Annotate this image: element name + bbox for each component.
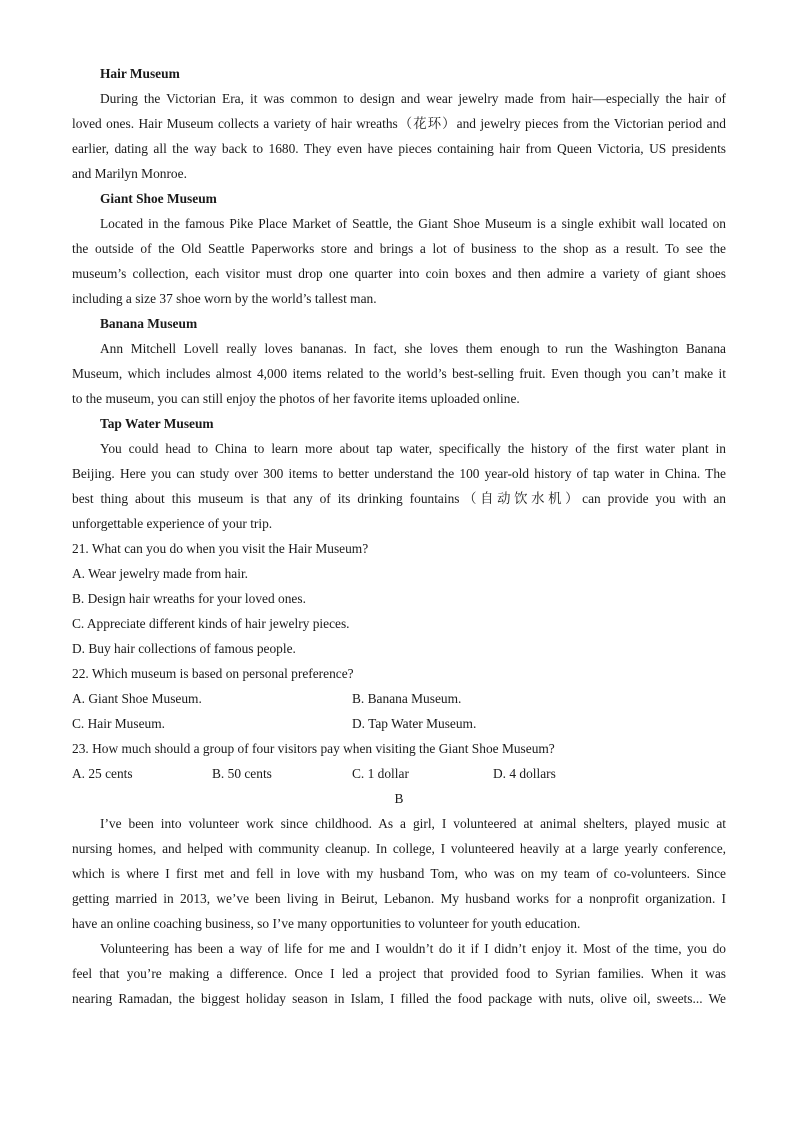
answer-option[interactable]: C. 1 dollar (352, 766, 409, 781)
paragraph-line: nursing homes, and helped with community cleanup. In college, I volunteered heavily at a large yearly conference, (72, 841, 726, 856)
section-heading: Tap Water Museum (100, 416, 214, 431)
answer-row (72, 686, 726, 711)
answer-option[interactable]: C. Appreciate different kinds of hair jewelry pieces. (72, 616, 350, 631)
paragraph-line: unforgettable experience of your trip. (72, 516, 273, 531)
paragraph-line: earlier, dating all the way back to 1680. They even have pieces containing hair from Queen Victoria, US presidents (72, 141, 726, 156)
answer-option[interactable]: B. Design hair wreaths for your loved ones. (72, 591, 306, 606)
answer-row (72, 761, 726, 786)
answer-option[interactable]: D. Buy hair collections of famous people. (72, 641, 296, 656)
answer-option[interactable]: D. Tap Water Museum. (352, 716, 477, 731)
paragraph-line: Located in the famous Pike Place Market of Seattle, the Giant Shoe Museum is a single exhibit wall located on (100, 216, 726, 231)
answer-option[interactable]: A. 25 cents (72, 766, 133, 781)
paragraph-line: getting married in 2013, we’ve been living in Beirut, Lebanon. My husband works for a nonprofit organization. I (72, 891, 726, 906)
answer-option[interactable]: A. Giant Shoe Museum. (72, 691, 202, 706)
question-stem: 23. How much should a group of four visitors pay when visiting the Giant Shoe Museum? (72, 741, 555, 756)
section-heading: Banana Museum (100, 316, 198, 331)
paragraph-line: including a size 37 shoe worn by the world’s tallest man. (72, 291, 377, 306)
paragraph-line: You could head to China to learn more about tap water, specifically the history of the first water plant in (100, 441, 726, 456)
section-heading: Hair Museum (100, 66, 180, 81)
answer-option[interactable]: B. 50 cents (212, 766, 272, 781)
paragraph-line: to the museum, you can still enjoy the photos of her favorite items uploaded online. (72, 391, 520, 406)
answer-option[interactable]: D. 4 dollars (493, 766, 556, 781)
paragraph-line: During the Victorian Era, it was common to design and wear jewelry made from hair—especially the hair of (100, 91, 726, 106)
paragraph-line: the outside of the Old Seattle Paperworks store and brings a lot of business to the shop as a result. To see the (72, 241, 726, 256)
paragraph-line: I’ve been into volunteer work since childhood. As a girl, I volunteered at animal shelters, played music at (100, 816, 726, 831)
paragraph-line: feel that you’re making a difference. Once I led a project that provided food to Syrian families. When it was (72, 966, 726, 981)
passage-label: B (394, 791, 404, 806)
paragraph-line: and Marilyn Monroe. (72, 166, 187, 181)
paragraph-line: Museum, which includes almost 4,000 items related to the world’s best-selling fruit. Even though you can’t make it (72, 366, 726, 381)
paragraph-line: Beijing. Here you can study over 300 items to better understand the 100 year-old history of tap water in China. The (72, 466, 726, 481)
paragraph-line: Ann Mitchell Lovell really loves bananas. In fact, she loves them enough to run the Washington Banana (100, 341, 726, 356)
paragraph-line: museum’s collection, each visitor must drop one quarter into coin boxes and then admire a variety of giant shoes (72, 266, 726, 281)
answer-option[interactable]: C. Hair Museum. (72, 716, 165, 731)
question-stem: 22. Which museum is based on personal preference? (72, 666, 354, 681)
section-heading: Giant Shoe Museum (100, 191, 217, 206)
question-stem: 21. What can you do when you visit the Hair Museum? (72, 541, 369, 556)
answer-row (72, 711, 726, 736)
paragraph-line: which is where I first met and fell in love with my husband Tom, who was on my team of co-volunteers. Since (72, 866, 726, 881)
paragraph-line: Volunteering has been a way of life for me and I wouldn’t do it if I didn’t enjoy it. Most of the time, you do (100, 941, 726, 956)
answer-option[interactable]: B. Banana Museum. (352, 691, 462, 706)
paragraph-line: best thing about this museum is that any of its drinking fountains（自动饮水机）can provide you with an (72, 491, 726, 506)
paragraph-line: loved ones. Hair Museum collects a variety of hair wreaths（花环）and jewelry pieces from the Victorian period and (72, 116, 726, 131)
answer-option[interactable]: A. Wear jewelry made from hair. (72, 566, 249, 581)
exam-page (72, 61, 726, 1011)
paragraph-line: have an online coaching business, so I’ve many opportunities to volunteer for youth education. (72, 916, 581, 931)
paragraph-line: nearing Ramadan, the biggest holiday season in Islam, I filled the food package with nuts, olive oil, sweets... We (72, 991, 726, 1006)
